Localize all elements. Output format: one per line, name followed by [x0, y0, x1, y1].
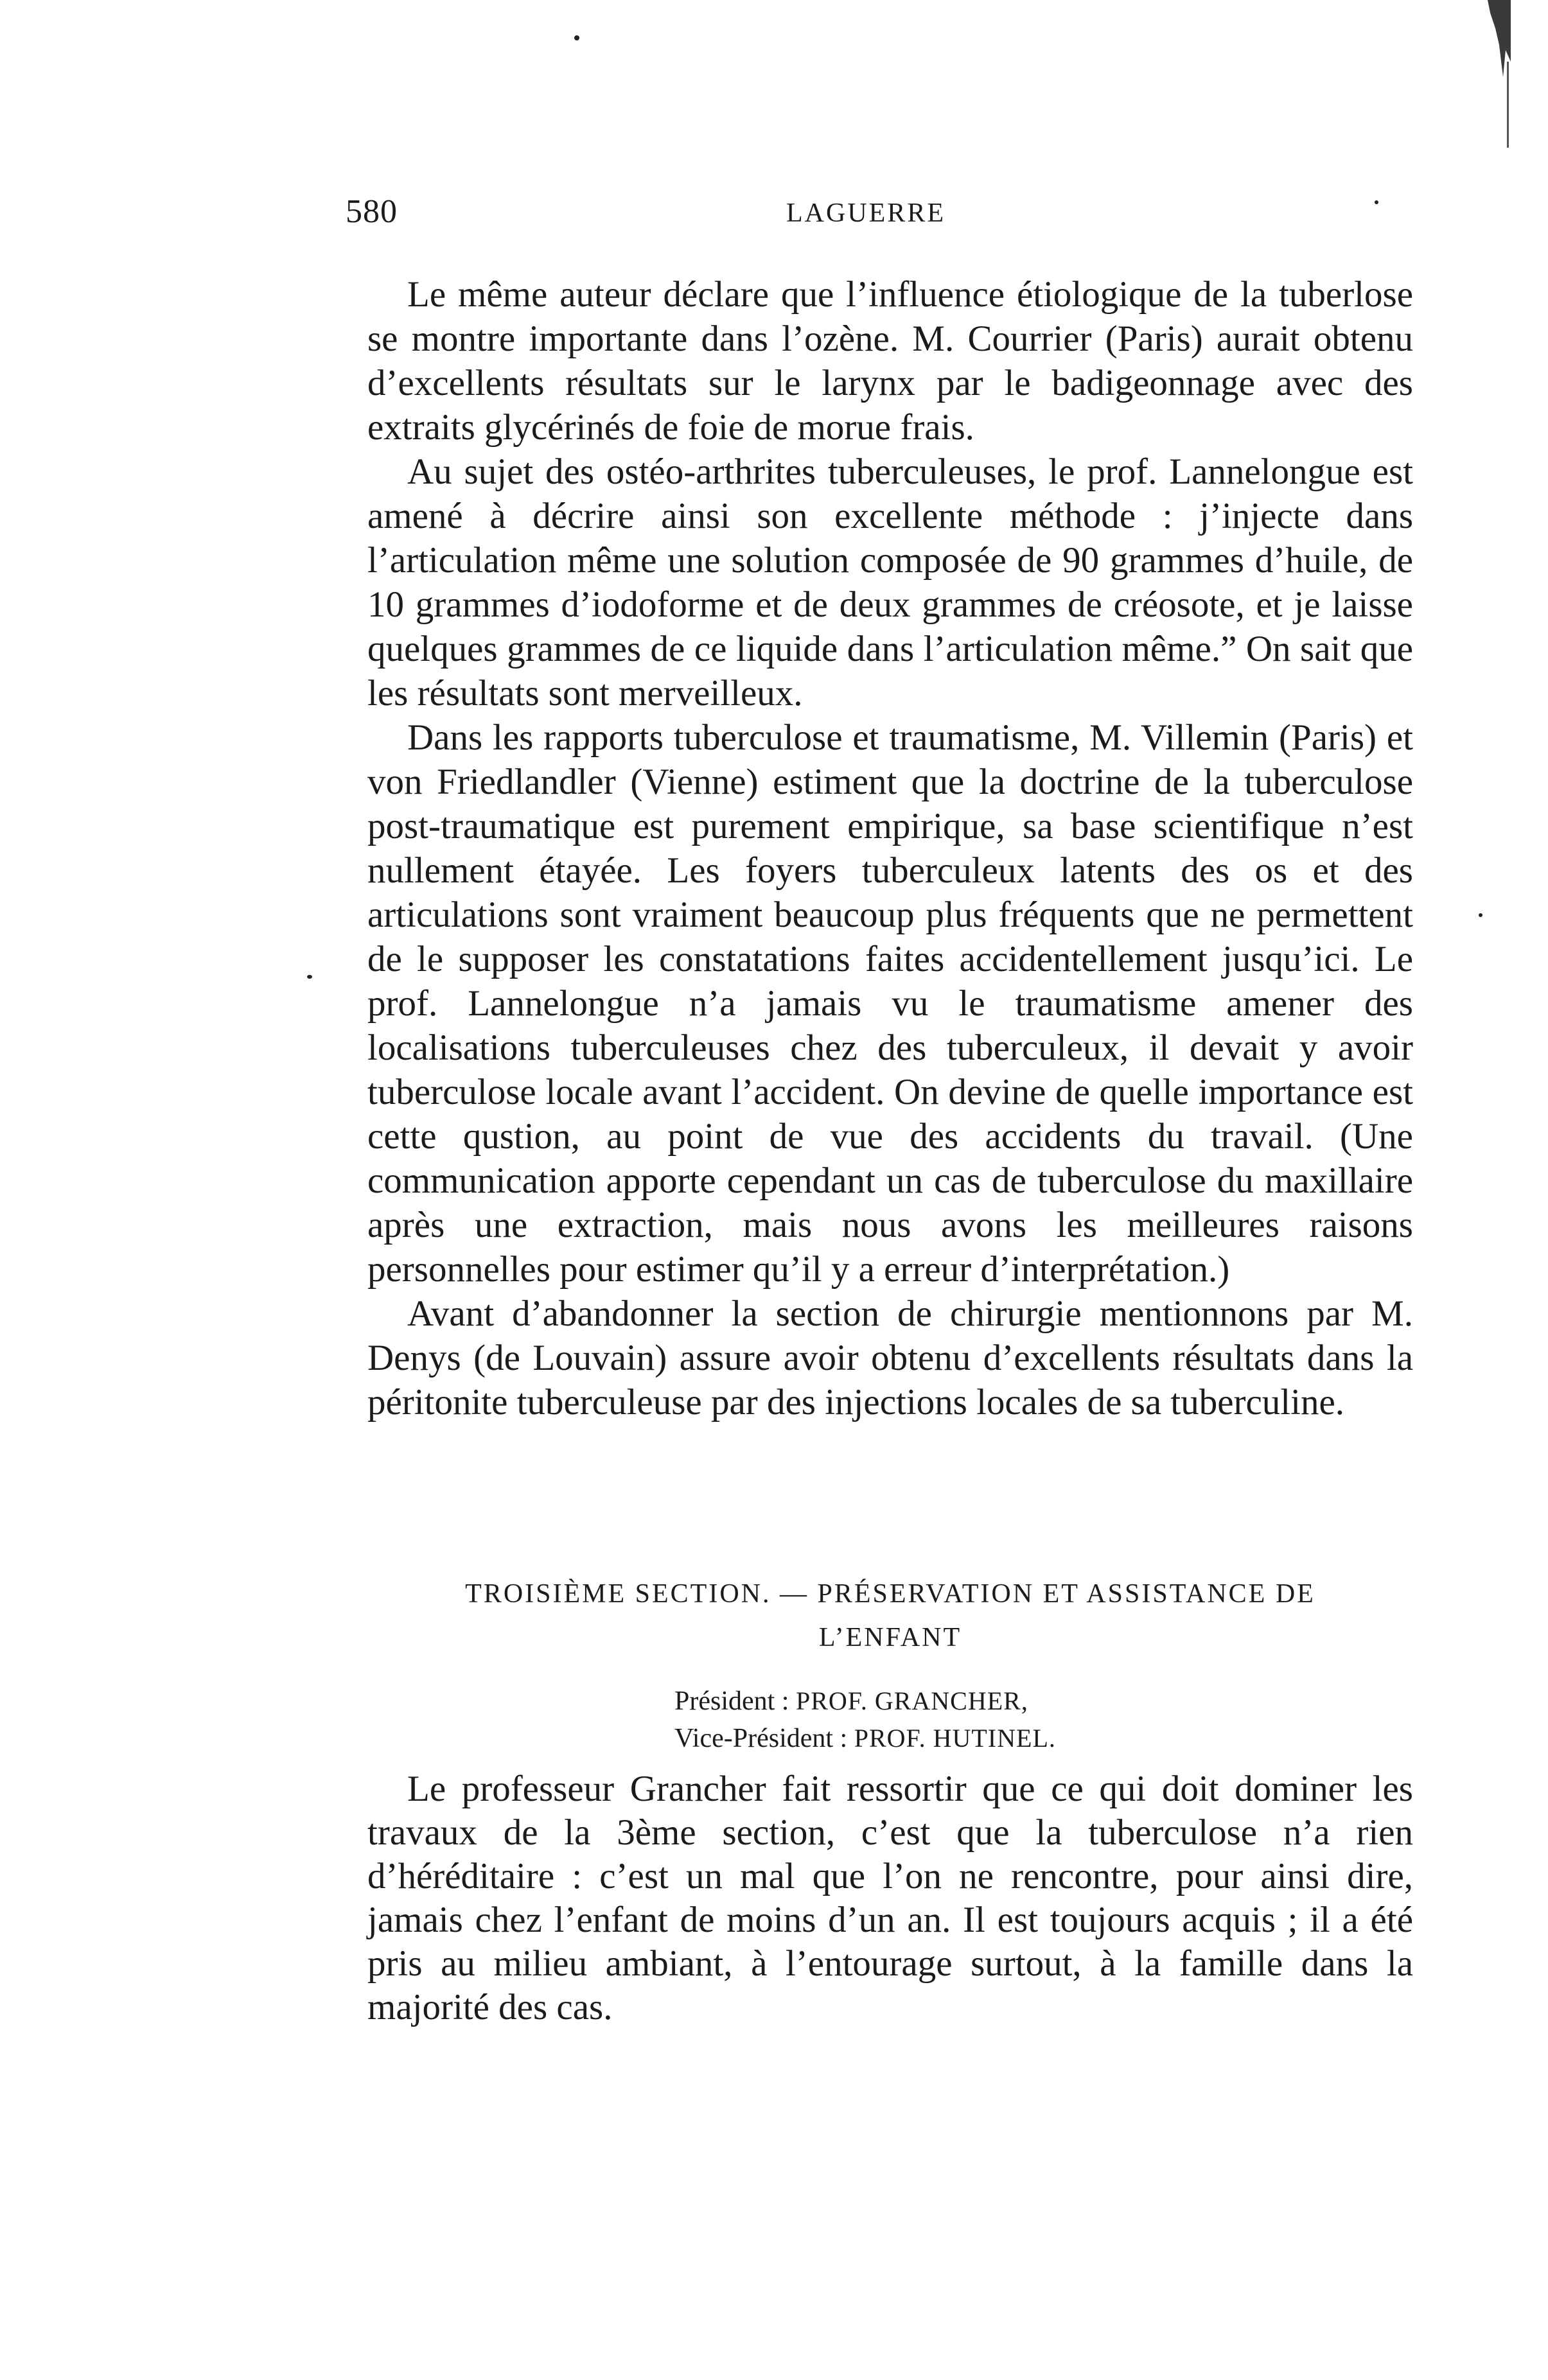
vice-president-label: Vice-Président : [674, 1724, 848, 1753]
paragraph: Le même auteur déclare que l’influence étiologique de la tuberlose se montre importante dans l’ozène. M. Courrier (Paris) aurait obtenu d’excellents résultats sur le larynx par le badigeonnage avec des extraits glycérinés de foie de morue frais. [367, 274, 1413, 448]
page-header [346, 193, 1386, 244]
section-heading-line: L’ENFANT [818, 1623, 962, 1652]
scan-edge-mark [1484, 0, 1511, 148]
section-officers [674, 1683, 1381, 1757]
president-label: Président : [674, 1686, 789, 1716]
speck-left [307, 975, 312, 979]
page-number: 580 [346, 193, 398, 230]
running-head: LAGUERRE [786, 198, 946, 228]
president-line [674, 1683, 1381, 1720]
speck-margin [1479, 913, 1482, 917]
vice-president-name: PROF. HUTINEL. [854, 1724, 1056, 1753]
paragraph: Le professeur Grancher fait ressortir que ce qui doit dominer les travaux de la 3ème section, c’est que la tuberculose n’a rien d’héréditaire : c’est un mal que l’on ne rencontre, pour ainsi dire, jamais chez l’enfant de moins d’un an. Il est toujours acquis ; il a été pris au milieu ambiant, à l’entourage surtout, à la famille dans la majorité des cas. [367, 1769, 1413, 2027]
president-name: PROF. GRANCHER, [795, 1686, 1028, 1715]
section-heading-line: TROISIÈME SECTION. — PRÉSERVATION ET ASSISTANCE DE [465, 1579, 1315, 1609]
speck-top [574, 35, 579, 40]
paragraph: Au sujet des ostéo-arthrites tuberculeuses, le prof. Lannelongue est amené à décrire ainsi son excellente méthode : j’injecte dans l’articulation même une solution composée de 90 grammes d’huile, de 10 grammes d’iodoforme et de deux grammes de créosote, et je laisse quelques grammes de ce liquide dans l’articulation même.” On sait que les résultats sont merveilleux. [367, 451, 1413, 713]
paragraph: Avant d’abandonner la section de chirurgie mentionnons par M. Denys (de Louvain) assure avoir obtenu d’excellents résultats dans la péritonite tuberculeuse par des injections locales de sa tuberculine. [367, 1293, 1413, 1422]
section-text [367, 1767, 1413, 2029]
paragraph: Dans les rapports tuberculose et traumatisme, M. Villemin (Paris) et von Friedlandler (Vienne) estiment que la doctrine de la tuberculose post-traumatique est purement empirique, sa base scientifique n’est nullement étayée. Les foyers tuberculeux latents des os et des articulations sont vraiment beaucoup plus fréquents que ne permettent de le supposer les constatations faites accidentellement jusqu’ici. Le prof. Lannelongue n’a jamais vu le traumatisme amener des localisations tuberculeuses chez des tuberculeux, il devait y avoir tuberculose locale avant l’accident. On devine de quelle importance est cette qustion, au point de vue des accidents du travail. (Une communication apporte cependant un cas de tuberculose du maxillaire après une extraction, mais nous avons les meilleures raisons personnelles pour estimer qu’il y a erreur d’interprétation.) [367, 717, 1413, 1290]
section-heading [367, 1572, 1413, 1659]
main-text [367, 272, 1413, 1424]
vice-president-line [674, 1720, 1381, 1757]
